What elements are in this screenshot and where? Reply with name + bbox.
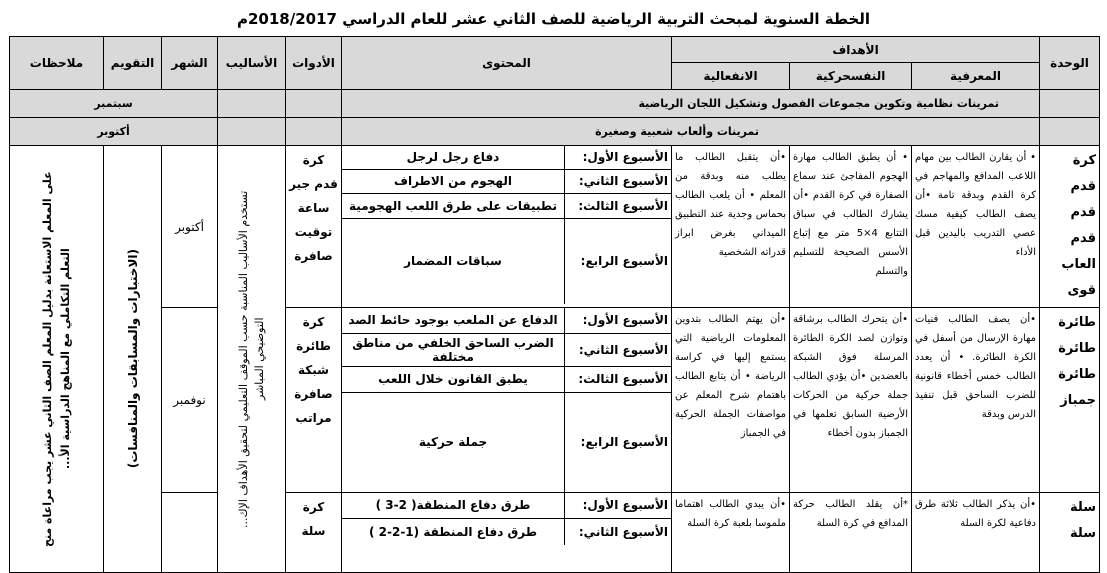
tools-cell: كرة سلة (286, 493, 342, 573)
evaluation-text: (الاختبارات والمسابقات والمنافسات) (125, 249, 140, 469)
oct-methods-cell (218, 118, 286, 146)
tools-cell: كرة قدم جير ساعة توقيت صافرة (286, 146, 342, 308)
affective-cell: •أن يهتم الطالب بتدوين المعلومات الرياضية التي يستمع إليها في كراسة الرياضة • أن يتابع الطالب باهتمام شرح المعلم عن مواصفات الجملة الحركية في الجمباز (672, 308, 790, 493)
affective-cell: •أن يتقبل الطالب ما يطلب منه وبدقة من المعلم • أن يلعب الطالب بحماس وجدية عند التطبيق الميداني بغرض ابراز قدراته الشخصية (672, 146, 790, 308)
content-cell (342, 493, 672, 573)
week-label: الأسبوع الرابع: (565, 218, 672, 304)
week-label: الأسبوع الثالث: (565, 193, 672, 218)
unit-cell: طائرة طائرة طائرة جمباز (1040, 308, 1100, 493)
methods-text: تستخدم الأساليب المناسبة حسب الموقف التعليمي لتحقيق الأهداف الإك... التوضيحي المباشر (236, 190, 266, 528)
psychomotor-cell: • أن يطبق الطالب مهارة الهجوم المفاجئ عند سماع الصفارة في كرة القدم •أن يشارك الطالب في سباق التتابع 4×5 متر مع إتباع الأسس الصحيحة للتسليم والتسلم (790, 146, 912, 308)
tools-cell: كرة طائرة شبكة صافرة مراتب (286, 308, 342, 493)
october-intro-text: تمرينات وألعاب شعبية وصغيرة (342, 118, 1040, 146)
september-text: تمرينات نظامية وتكوين مجموعات الفصول وتشكيل اللجان الرياضية (342, 90, 1040, 118)
content-cell (342, 308, 672, 493)
header-month: الشهر (162, 37, 218, 90)
week-content: جملة حركية (418, 435, 488, 450)
content-cell (342, 146, 672, 308)
header-notes: ملاحظات (10, 37, 104, 90)
week-content: الضرب الساحق الخلفي من مناطق مختلفة (342, 333, 565, 366)
oct-unit-cell (1040, 118, 1100, 146)
month-cell: نوفمبر (162, 308, 218, 493)
week-content: تطبيقات على طرق اللعب الهجومية (342, 193, 565, 218)
week-label: الأسبوع الأول: (565, 493, 672, 518)
week-label: الأسبوع الثاني: (565, 169, 672, 193)
cognitive-cell: •أن يصف الطالب فنيات مهارة الإرسال من أسفل في الكرة الطائرة. • أن يعدد الطالب خمس أخطاء قانونية للضرب الساحق قبل تنفيذ الدرس وبدقة (912, 308, 1040, 493)
october-intro-month: أكتوبر (10, 118, 218, 146)
header-tools: الأدوات (286, 37, 342, 90)
psychomotor-cell: *أن يقلد الطالب حركة المدافع في كرة السلة (790, 493, 912, 573)
header-evaluation: التقويم (104, 37, 162, 90)
methods-cell (218, 146, 286, 573)
table-row (10, 308, 1100, 493)
week-label: الأسبوع الأول: (565, 308, 672, 333)
week-content: سباقات المضمار (404, 254, 502, 269)
month-cell: أكتوبر (162, 146, 218, 308)
cognitive-cell: • أن يقارن الطالب بين مهام اللاعب المدافع والمهاجم في كرة القدم وبدقة تامة •أن يصف الطالب كيفية مسك عصي التدريب باليدين قبل الأداء (912, 146, 1040, 308)
cognitive-cell: •أن يذكر الطالب ثلاثة طرق دفاعية لكرة السلة (912, 493, 1040, 573)
notes-cell (10, 146, 104, 573)
week-content: طرق دفاع المنطقة (1-2-2 ) (368, 524, 538, 539)
week-content: الدفاع عن الملعب بوجود حائط الصد (342, 308, 565, 333)
psychomotor-cell: •أن يتحرك الطالب برشاقة وتوازن لصد الكرة الطائرة المرسلة فوق الشبكة بالعضدين •أن يؤدي الطالب جملة حركية من الحركات الأرضية السابق تعلمها في الجمباز بدون أخطاء (790, 308, 912, 493)
table-row (10, 146, 1100, 308)
week-label: الأسبوع الثاني: (565, 333, 672, 366)
header-cognitive: المعرفية (912, 63, 1040, 90)
header-psychomotor: النفسحركية (790, 63, 912, 90)
annual-plan-table (9, 36, 1100, 573)
week-label: الأسبوع الأول: (565, 146, 672, 169)
notes-text: على المعلم الاستعانة بدليل المعلم الصف الثاني عشر يجب مراعاة منح التعلم التكاملي مع المناهج الدراسية الأ... (40, 171, 72, 547)
week-label: الأسبوع الثالث: (565, 366, 672, 392)
affective-cell: •أن يبدي الطالب اهتماما ملموسا بلعبة كرة السلة (672, 493, 790, 573)
week-label: الأسبوع الثاني: (565, 518, 672, 545)
week-label: الأسبوع الرابع: (565, 392, 672, 492)
september-month: سبتمبر (10, 90, 218, 118)
unit-cell: كرة قدم قدم قدم العاب قوى (1040, 146, 1100, 308)
header-objectives: الأهداف (672, 37, 1040, 63)
unit-cell: سلة سلة (1040, 493, 1100, 573)
header-content: المحتوى (342, 37, 672, 90)
header-unit: الوحدة (1040, 37, 1100, 90)
week-content: طرق دفاع المنطقة( 2-3 ) (342, 493, 565, 518)
month-cell (162, 493, 218, 573)
header-methods: الأساليب (218, 37, 286, 90)
sep-methods-cell (218, 90, 286, 118)
week-content: دفاع رجل لرجل (342, 146, 565, 169)
oct-tools-cell (286, 118, 342, 146)
evaluation-cell (104, 146, 162, 573)
week-content: الهجوم من الاطراف (342, 169, 565, 193)
sep-tools-cell (286, 90, 342, 118)
header-affective: الانفعالية (672, 63, 790, 90)
page-title: الخطة السنوية لمبحث التربية الرياضية للصف الثاني عشر للعام الدراسي 2018/2017م (236, 10, 871, 28)
sep-unit-cell (1040, 90, 1100, 118)
table-row (10, 493, 1100, 573)
week-content: يطبق القانون خلال اللعب (342, 366, 565, 392)
